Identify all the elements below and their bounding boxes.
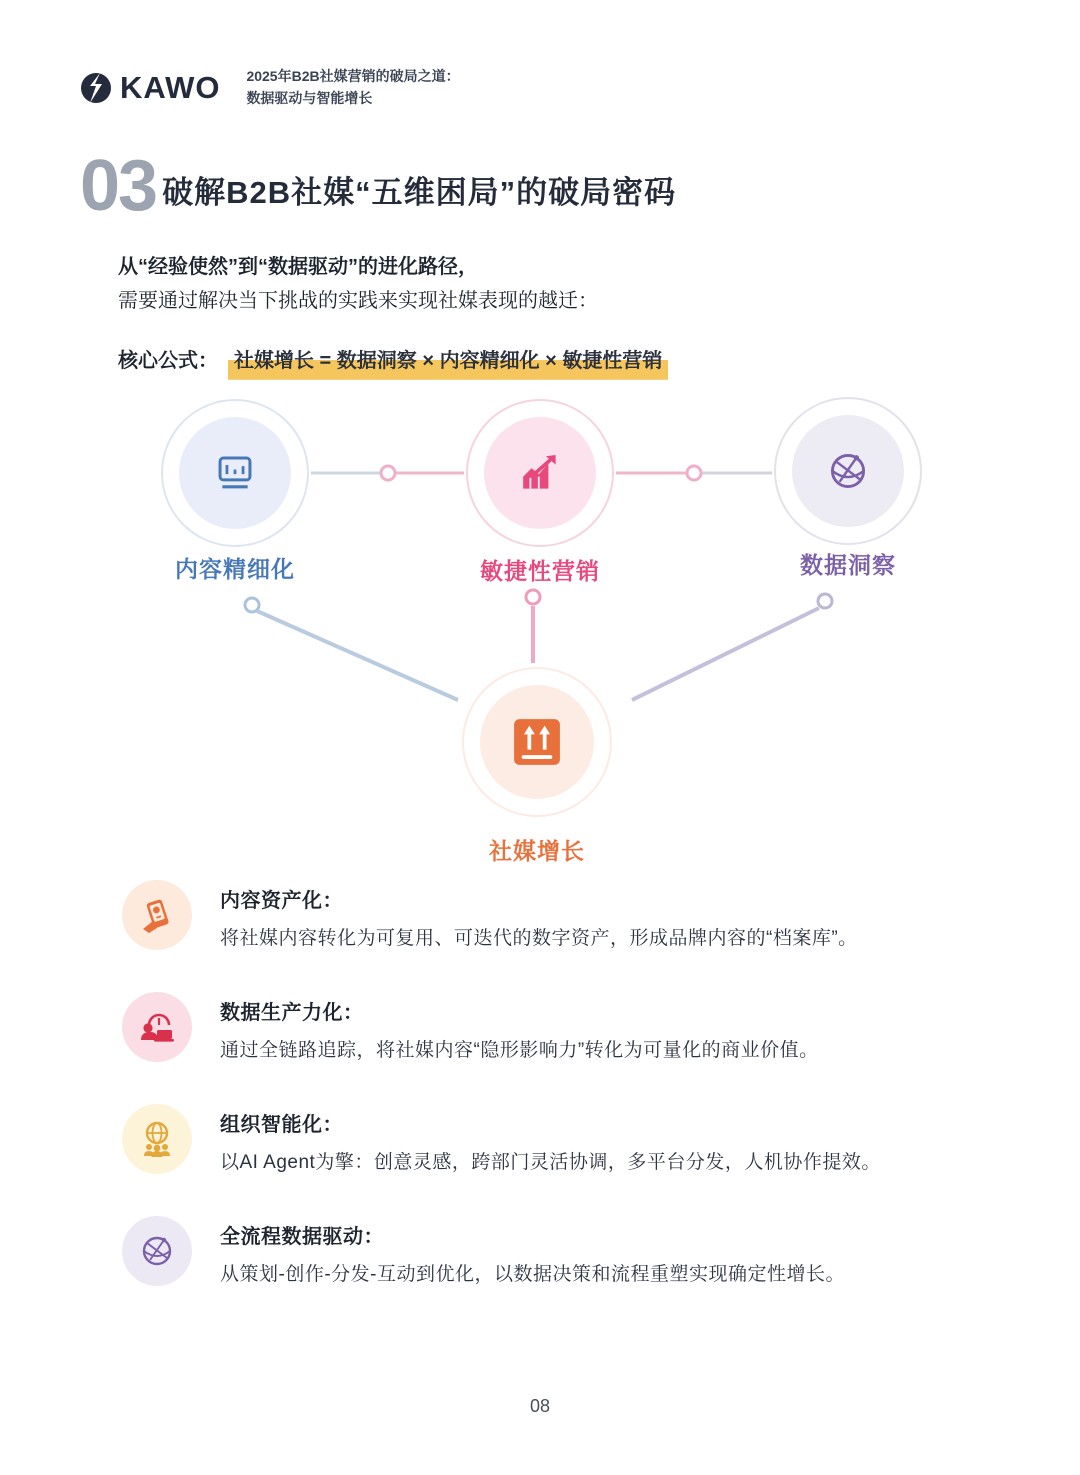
presentation-chart-icon: [212, 450, 258, 496]
bullet-title: 内容资产化：: [220, 890, 343, 912]
core-formula: [118, 344, 668, 380]
header-tagline: [246, 66, 459, 109]
node-social-growth-bg: [480, 685, 594, 799]
logo-text: KAWO: [120, 69, 221, 105]
bullet-title: 全流程数据驱动：: [220, 1226, 384, 1248]
bullet-title: 组织智能化：: [220, 1114, 343, 1136]
list-item: [122, 880, 972, 950]
formula-label: 核心公式：: [118, 350, 218, 372]
list-item: [122, 1104, 972, 1174]
kawo-logo: [80, 70, 220, 106]
phone-in-hand-icon: [122, 880, 192, 950]
section-title-row: [80, 146, 677, 226]
page-number: 08: [529, 1396, 551, 1416]
bullet-title: 数据生产力化：: [220, 1002, 364, 1024]
growth-formula-diagram: [0, 395, 1080, 870]
node-data-insight-bg: [792, 415, 904, 527]
box-up-arrows-icon: [513, 718, 561, 766]
list-item: [122, 992, 972, 1062]
bullet-text: 以AI Agent为擎：创意灵感，跨部门灵活协调，多平台分发，人机协作提效。: [220, 1152, 881, 1173]
section-number: 03: [80, 146, 157, 226]
node-label-social-growth: 社媒增长: [489, 838, 585, 864]
node-content-refinement: [161, 399, 309, 547]
node-label-agile-marketing: 敏捷性营销: [480, 558, 600, 584]
subtitle: [118, 250, 598, 318]
bullet-text: 通过全链路追踪，将社媒内容“隐形影响力”转化为可量化的商业价值。: [220, 1040, 819, 1061]
formula-text: 社媒增长 = 数据洞察 × 内容精细化 × 敏捷性营销: [228, 344, 668, 380]
node-label-content-refinement: 内容精细化: [175, 556, 295, 582]
list-item: [122, 1216, 972, 1286]
node-data-insight: [774, 397, 922, 545]
node-social-growth: [462, 667, 612, 817]
kawo-logo-icon: [80, 72, 112, 104]
node-label-data-insight: 数据洞察: [800, 552, 896, 578]
subtitle-line1: 从“经验使然”到“数据驱动”的进化路径，: [118, 256, 478, 278]
person-laptop-gauge-icon: [122, 992, 192, 1062]
page-title: 破解B2B社媒“五维困局”的破局密码: [162, 175, 677, 211]
network-sphere-icon: [122, 1216, 192, 1286]
bullet-list: [122, 880, 972, 1328]
growth-arrow-icon: [516, 449, 564, 497]
tagline-line1: 2025年B2B社媒营销的破局之道：: [246, 68, 460, 84]
subtitle-line2: 需要通过解决当下挑战的实践来实现社媒表现的越迁：: [118, 290, 598, 312]
globe-network-icon: [824, 447, 872, 495]
node-agile-marketing: [466, 399, 614, 547]
header: [80, 66, 460, 109]
tagline-line2: 数据驱动与智能增长: [246, 89, 373, 106]
bullet-text: 从策划-创作-分发-互动到优化，以数据决策和流程重塑实现确定性增长。: [220, 1264, 845, 1285]
node-content-refinement-bg: [179, 417, 291, 529]
globe-people-icon: [122, 1104, 192, 1174]
bullet-text: 将社媒内容转化为可复用、可迭代的数字资产，形成品牌内容的“档案库”。: [220, 928, 858, 949]
node-agile-marketing-bg: [484, 417, 596, 529]
